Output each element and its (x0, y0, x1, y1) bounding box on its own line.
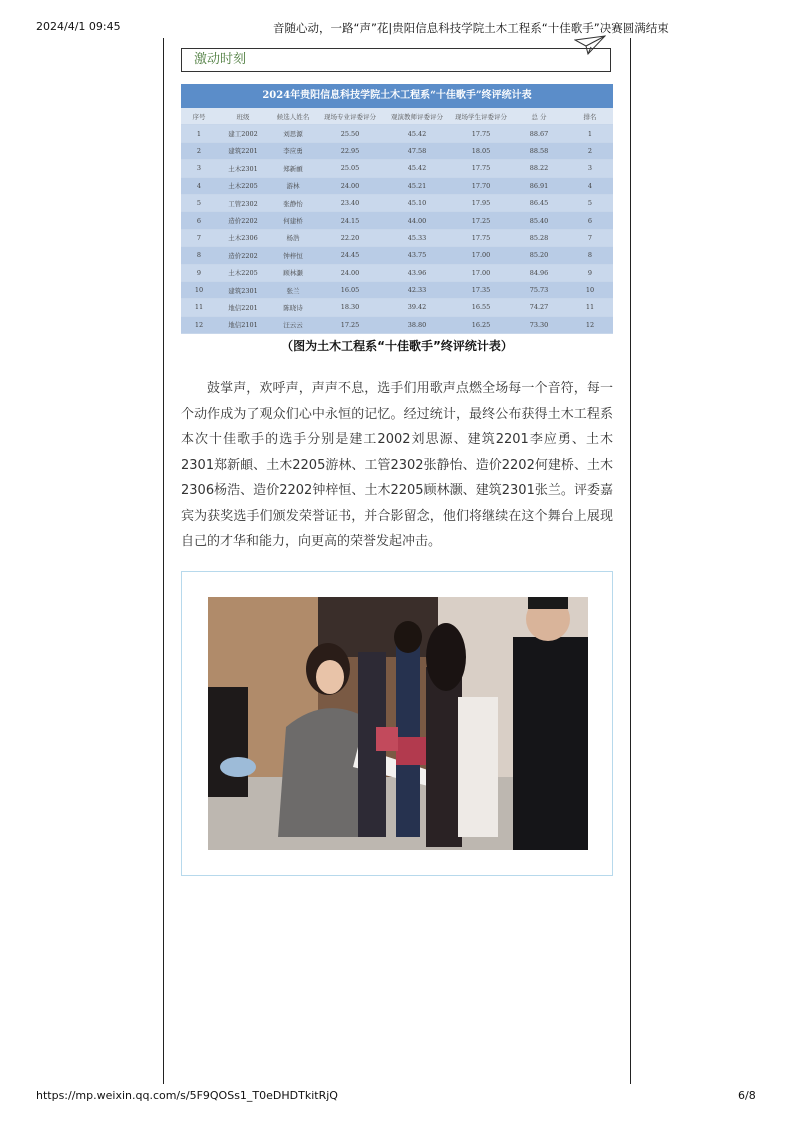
table-row (181, 229, 613, 246)
table-cell: 85.20 (511, 247, 567, 264)
table-row (181, 264, 613, 281)
table-cell: 5 (181, 194, 217, 211)
table-cell: 17.75 (451, 125, 511, 142)
table-cell: 74.27 (511, 299, 567, 316)
table-row (181, 247, 613, 264)
table-cell: 17.00 (451, 264, 511, 281)
table-cell: 建工2002 (217, 125, 269, 142)
table-row (181, 160, 613, 177)
table-cell: 1 (181, 125, 217, 142)
table-cell: 16.25 (451, 316, 511, 333)
table-cell: 45.42 (383, 125, 451, 142)
table-cell: 16.05 (317, 281, 383, 298)
table-cell: 86.91 (511, 177, 567, 194)
table-cell: 43.96 (383, 264, 451, 281)
table-cell: 土木2205 (217, 264, 269, 281)
table-cell: 张静怡 (269, 194, 317, 211)
section-heading: 激动时刻 (181, 48, 611, 72)
table-row (181, 299, 613, 316)
table-caption: （图为土木工程系“十佳歌手”终评统计表） (281, 339, 513, 353)
table-cell: 2 (181, 142, 217, 159)
table-cell: 45.42 (383, 160, 451, 177)
table-cell: 17.95 (451, 194, 511, 211)
table-cell: 39.42 (383, 299, 451, 316)
table-cell: 16.55 (451, 299, 511, 316)
table-cell: 6 (567, 212, 613, 229)
header-cell: 观演教师评委评分 (383, 108, 451, 125)
header-cell: 序号 (181, 108, 217, 125)
table-cell: 18.05 (451, 142, 511, 159)
header-cell: 现场专业评委评分 (317, 108, 383, 125)
table-row (181, 177, 613, 194)
table-cell: 土木2306 (217, 229, 269, 246)
table-cell: 17.25 (451, 212, 511, 229)
table-cell: 建筑2201 (217, 142, 269, 159)
table-row (181, 194, 613, 211)
table-cell: 土木2205 (217, 177, 269, 194)
table-cell: 10 (567, 281, 613, 298)
table-cell: 88.58 (511, 142, 567, 159)
table-cell: 17.35 (451, 281, 511, 298)
photo-frame (181, 571, 613, 876)
table-cell: 18.30 (317, 299, 383, 316)
table-cell: 42.33 (383, 281, 451, 298)
table-cell: 12 (567, 316, 613, 333)
table-cell: 杨浩 (269, 229, 317, 246)
table-cell: 游林 (269, 177, 317, 194)
table-cell: 11 (181, 299, 217, 316)
table-title: 2024年贵阳信息科技学院土木工程系“十佳歌手”终评统计表 (181, 84, 613, 108)
body-paragraph: 鼓掌声，欢呼声，声声不息，选手们用歌声点燃全场每一个音符，每一个动作成为了观众们心中永恒的记忆。经过统计，最终公布获得土木工程系本次十佳歌手的选手分别是建工2002刘思源、建筑2201李应勇、土木2301郑新頔、土木2205游林、工管2302张静怡、造价2202何建桥、土木2306杨浩、造价2202钟梓恒、土木2205顾林灏、建筑2301张兰。评委嘉宾为获奖选手们颁发荣誉证书，并合影留念，他们将继续在这个舞台上展现自己的才华和能力，向更高的荣誉发起冲击。 (181, 381, 613, 549)
table-cell: 6 (181, 212, 217, 229)
table-cell: 84.96 (511, 264, 567, 281)
table-cell: 25.50 (317, 125, 383, 142)
table-cell: 1 (567, 125, 613, 142)
table-row (181, 281, 613, 298)
table-cell: 10 (181, 281, 217, 298)
table-cell: 钟梓恒 (269, 247, 317, 264)
table-cell: 建筑2301 (217, 281, 269, 298)
table-cell: 刘思源 (269, 125, 317, 142)
table-cell: 17.75 (451, 160, 511, 177)
table-cell: 12 (181, 316, 217, 333)
table-cell: 88.67 (511, 125, 567, 142)
table-cell: 85.40 (511, 212, 567, 229)
table-row (181, 125, 613, 142)
table-cell: 17.25 (317, 316, 383, 333)
table-cell: 李应勇 (269, 142, 317, 159)
table-cell: 17.75 (451, 229, 511, 246)
table-cell: 5 (567, 194, 613, 211)
table-cell: 24.45 (317, 247, 383, 264)
table-cell: 造价2202 (217, 212, 269, 229)
table-cell: 75.73 (511, 281, 567, 298)
page-number: 6/8 (738, 1089, 756, 1102)
table-cell: 17.00 (451, 247, 511, 264)
table-cell: 11 (567, 299, 613, 316)
table-cell: 22.95 (317, 142, 383, 159)
table-header-row (181, 108, 613, 125)
table-cell: 汪云云 (269, 316, 317, 333)
table-cell: 45.10 (383, 194, 451, 211)
table-cell: 38.80 (383, 316, 451, 333)
table-cell: 24.15 (317, 212, 383, 229)
table-cell: 9 (181, 264, 217, 281)
header-cell: 候选人姓名 (269, 108, 317, 125)
table-row (181, 212, 613, 229)
header-cell: 排名 (567, 108, 613, 125)
table-cell: 85.28 (511, 229, 567, 246)
table-cell: 25.05 (317, 160, 383, 177)
award-ceremony-photo (208, 597, 588, 850)
table-cell: 4 (567, 177, 613, 194)
table-cell: 23.40 (317, 194, 383, 211)
content-border-right (630, 38, 631, 1084)
table-cell: 7 (567, 229, 613, 246)
content-border-left (163, 38, 164, 1084)
stats-table-image (181, 84, 613, 330)
table-cell: 郑新頔 (269, 160, 317, 177)
header-cell: 班级 (217, 108, 269, 125)
header-cell: 现场学生评委评分 (451, 108, 511, 125)
table-cell: 陈晓诗 (269, 299, 317, 316)
table-cell: 86.45 (511, 194, 567, 211)
print-datetime: 2024/4/1 09:45 (36, 20, 121, 33)
table-cell: 7 (181, 229, 217, 246)
table-cell: 88.22 (511, 160, 567, 177)
table-cell: 22.20 (317, 229, 383, 246)
table-cell: 3 (567, 160, 613, 177)
table-cell: 17.70 (451, 177, 511, 194)
table-cell: 45.33 (383, 229, 451, 246)
table-cell: 8 (567, 247, 613, 264)
table-cell: 44.00 (383, 212, 451, 229)
table-cell: 4 (181, 177, 217, 194)
table-cell: 顾林灏 (269, 264, 317, 281)
table-cell: 2 (567, 142, 613, 159)
table-cell: 工管2302 (217, 194, 269, 211)
table-cell: 8 (181, 247, 217, 264)
table-cell: 土木2301 (217, 160, 269, 177)
table-cell: 43.75 (383, 247, 451, 264)
table-cell: 何建桥 (269, 212, 317, 229)
table-cell: 地信2101 (217, 316, 269, 333)
table-cell: 3 (181, 160, 217, 177)
table-row (181, 142, 613, 159)
table-cell: 73.30 (511, 316, 567, 333)
table-cell: 地信2201 (217, 299, 269, 316)
stats-table (181, 108, 613, 334)
table-cell: 47.58 (383, 142, 451, 159)
table-cell: 造价2202 (217, 247, 269, 264)
page-title: 音随心动，一路“声”花|贵阳信息科技学院土木工程系“十佳歌手”决赛圆满结束 (273, 21, 669, 35)
table-cell: 24.00 (317, 177, 383, 194)
table-row (181, 316, 613, 333)
table-cell: 45.21 (383, 177, 451, 194)
table-cell: 张兰 (269, 281, 317, 298)
header-cell: 总 分 (511, 108, 567, 125)
table-cell: 24.00 (317, 264, 383, 281)
footer-url: https://mp.weixin.qq.com/s/5F9QOSs1_T0eDHDTkitRjQ (36, 1089, 338, 1102)
table-cell: 9 (567, 264, 613, 281)
